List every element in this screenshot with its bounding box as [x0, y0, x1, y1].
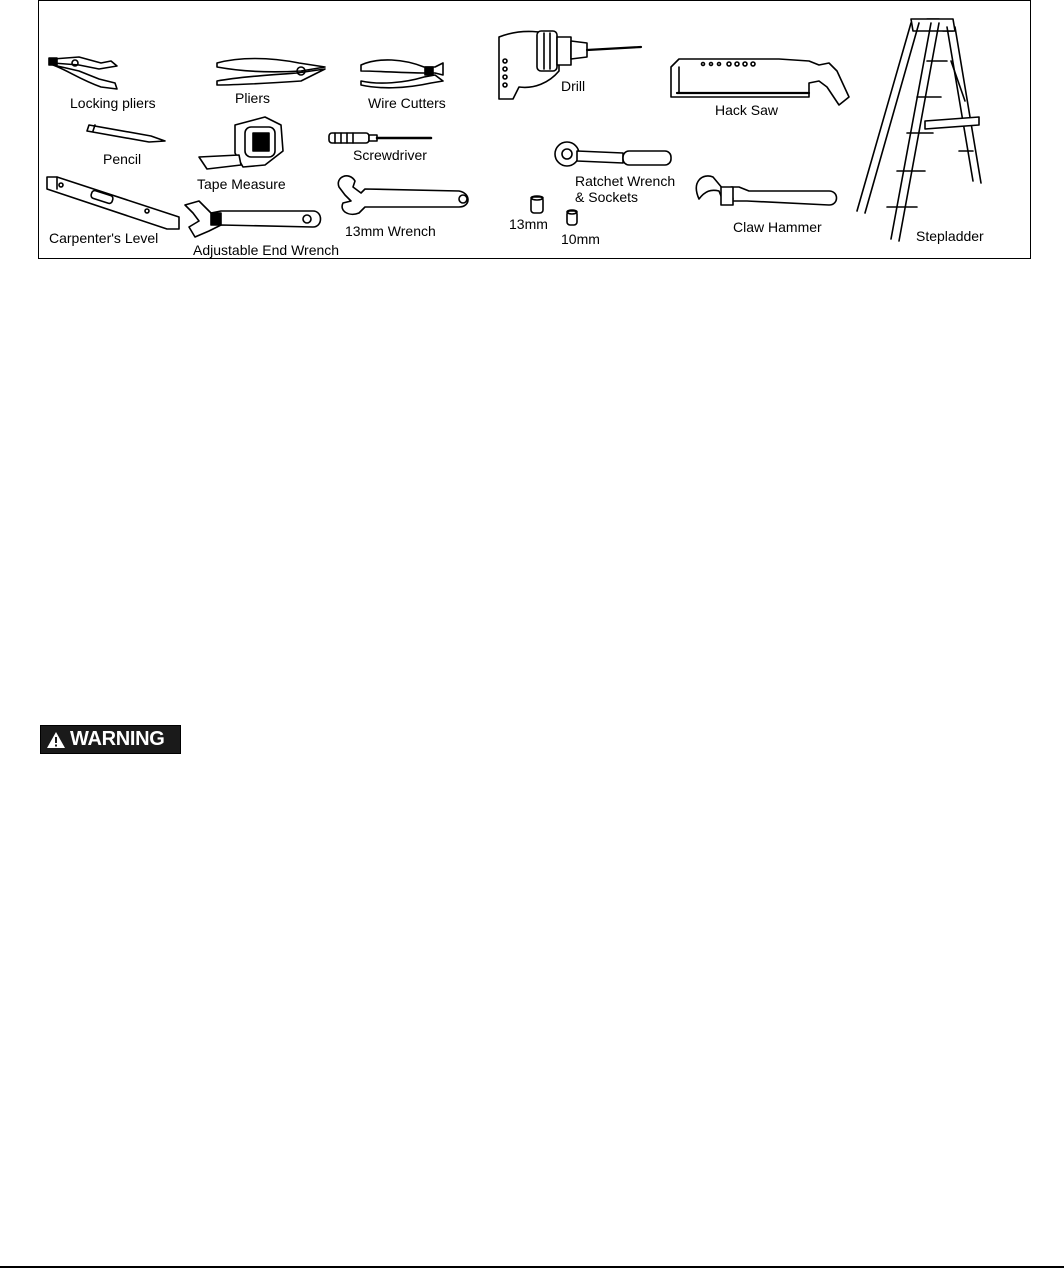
drill-label: Drill — [561, 78, 586, 94]
wrench-13mm-label: 13mm Wrench — [345, 223, 436, 239]
warning-triangle-icon — [46, 731, 66, 749]
socket-10mm-label: 10mm — [561, 231, 600, 247]
locking-pliers-label: Locking pliers — [70, 95, 156, 111]
footer-rule — [0, 1266, 1064, 1268]
wire-cutters-label: Wire Cutters — [368, 95, 446, 111]
pliers-icon — [217, 59, 325, 86]
wire-cutters-icon — [361, 60, 443, 88]
screwdriver-label: Screwdriver — [353, 147, 427, 163]
tape-measure-label: Tape Measure — [197, 176, 286, 192]
pencil-icon — [87, 125, 165, 142]
wrench-13mm-icon — [338, 176, 468, 214]
stepladder-icon — [857, 19, 981, 241]
socket-13mm-label: 13mm — [509, 216, 548, 232]
carpenters-level-icon — [47, 177, 179, 229]
ratchet-wrench-label: Ratchet Wrench & Sockets — [575, 173, 676, 205]
tape-measure-icon — [199, 117, 283, 169]
pencil-label: Pencil — [103, 151, 142, 167]
pliers-label: Pliers — [235, 90, 271, 106]
claw-hammer-label: Claw Hammer — [733, 219, 822, 235]
carpenters-level-label: Carpenter's Level — [49, 230, 159, 246]
claw-hammer-icon — [696, 176, 836, 205]
warning-badge — [40, 725, 181, 754]
hack-saw-label: Hack Saw — [715, 102, 779, 118]
ratchet-wrench-icon — [555, 142, 671, 166]
tools-illustration-panel — [38, 0, 1031, 259]
warning-label: WARNING — [70, 728, 165, 750]
adjustable-end-wrench-icon — [185, 201, 321, 237]
stepladder-label: Stepladder — [916, 228, 984, 244]
hack-saw-icon — [671, 59, 849, 105]
screwdriver-icon — [329, 133, 431, 143]
locking-pliers-icon — [49, 57, 117, 89]
adjustable-end-wrench-label: Adjustable End Wrench — [193, 242, 340, 258]
